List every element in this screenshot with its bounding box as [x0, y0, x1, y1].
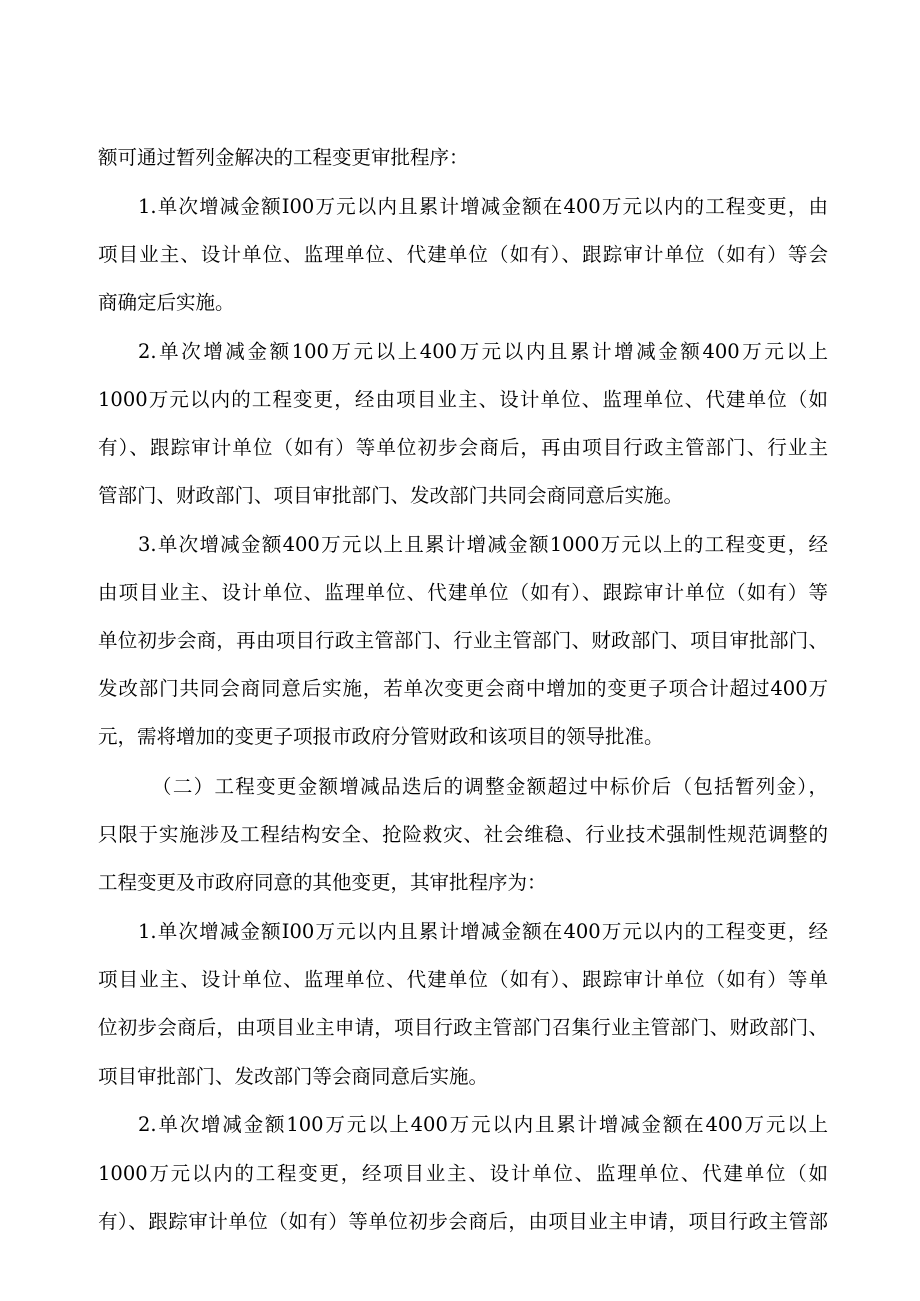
text-line-11: 单位初步会商，再由项目行政主管部门、行业主管部门、财政部门、项目审批部门、: [98, 629, 828, 652]
text-line-12: 发改部门共同会商同意后实施，若单次变更会商中增加的变更子项合计超过400万: [98, 677, 828, 700]
text-line-21: 2.单次增减金额100万元以上400万元以内且累计增减金额在400万元以上: [138, 1113, 828, 1136]
text-line-9: 3.单次增减金额400万元以上且累计增减金额1000万元以上的工程变更，经: [138, 533, 828, 556]
text-line-20: 项目审批部门、发改部门等会商同意后实施。: [98, 1065, 489, 1088]
text-line-2: 1.单次增减金额I00万元以内且累计增减金额在400万元以内的工程变更，由: [138, 195, 828, 218]
text-line-15: 只限于实施涉及工程结构安全、抢险救灾、社会维稳、行业技术强制性规范调整的: [98, 823, 828, 846]
text-line-5: 2.单次增减金额100万元以上400万元以内且累计增减金额400万元以上: [138, 340, 828, 363]
text-line-8: 管部门、财政部门、项目审批部门、发改部门共同会商同意后实施。: [98, 484, 684, 507]
text-line-19: 位初步会商后，由项目业主申请，项目行政主管部门召集行业主管部门、财政部门、: [98, 1016, 828, 1039]
text-line-6: 1000万元以内的工程变更，经由项目业主、设计单位、监理单位、代建单位（如: [98, 388, 828, 411]
text-line-3: 项目业主、设计单位、监理单位、代建单位（如有）、跟踪审计单位（如有）等会: [98, 243, 828, 266]
text-line-23: 有）、跟踪审计单位（如有）等单位初步会商后，由项目业主申请，项目行政主管部: [98, 1210, 828, 1233]
text-line-14: （二）工程变更金额增减品迭后的调整金额超过中标价后（包括暂列金），: [152, 775, 828, 798]
text-line-22: 1000万元以内的工程变更，经项目业主、设计单位、监理单位、代建单位（如: [98, 1162, 828, 1185]
text-line-1: 额可通过暂列金解决的工程变更审批程序：: [98, 146, 469, 169]
text-line-10: 由项目业主、设计单位、监理单位、代建单位（如有）、跟踪审计单位（如有）等: [98, 581, 828, 604]
text-line-7: 有）、跟踪审计单位（如有）等单位初步会商后，再由项目行政主管部门、行业主: [98, 436, 828, 459]
text-line-4: 商确定后实施。: [98, 291, 235, 314]
text-line-16: 工程变更及市政府同意的其他变更，其审批程序为：: [98, 871, 547, 894]
text-line-18: 项目业主、设计单位、监理单位、代建单位（如有）、跟踪审计单位（如有）等单: [98, 968, 828, 991]
text-line-17: 1.单次增减金额I00万元以内且累计增减金额在400万元以内的工程变更，经: [138, 920, 828, 943]
text-line-13: 元，需将增加的变更子项报市政府分管财政和该项目的领导批准。: [98, 725, 664, 748]
